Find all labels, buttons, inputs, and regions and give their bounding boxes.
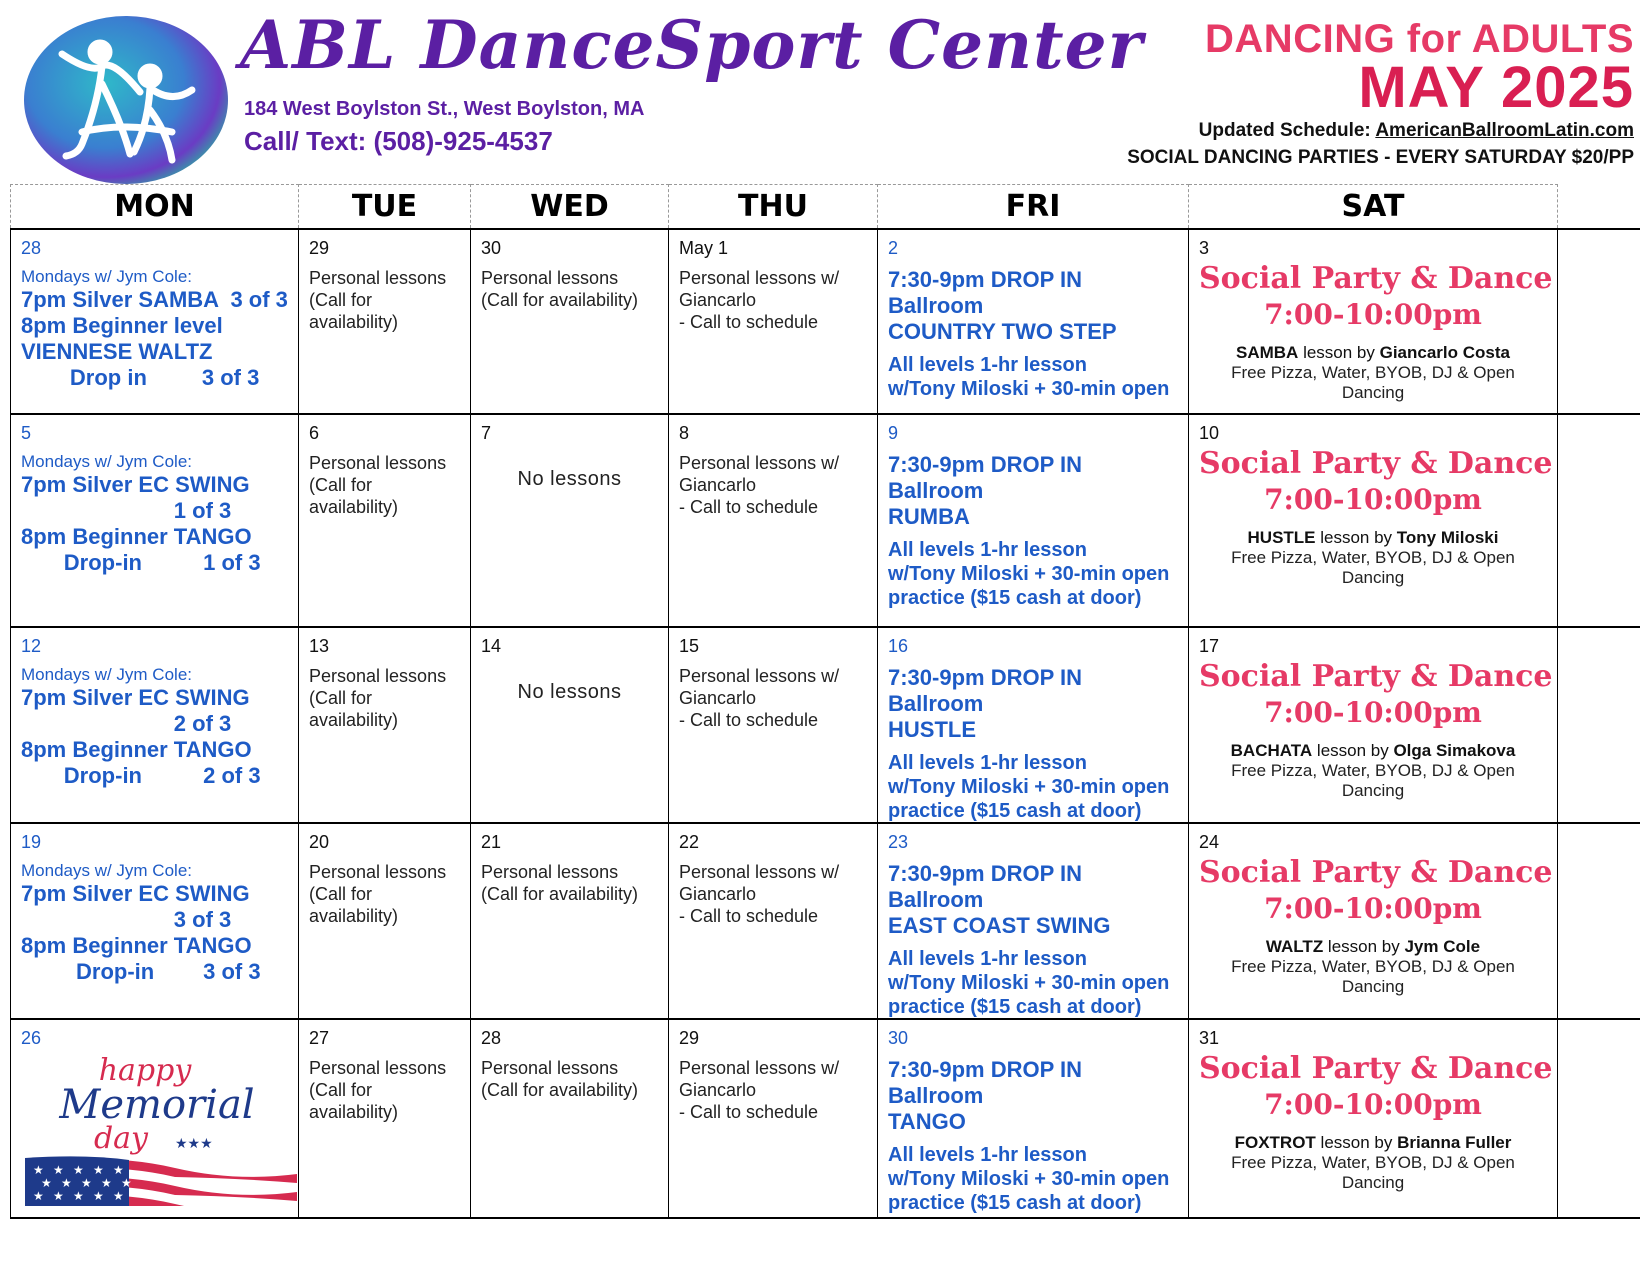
- personal-lessons-text: Personal lessons w/: [679, 1058, 840, 1078]
- calendar-day-cell: [1189, 415, 1558, 626]
- updated-label: Updated Schedule:: [1198, 120, 1376, 141]
- personal-lessons-text: Personal lessons: [481, 862, 619, 882]
- party-lesson: [1199, 741, 1547, 761]
- dropin-detail-line: practice ($15 cash at door): [888, 996, 1142, 1018]
- personal-lessons-text: Personal lessons w/: [679, 666, 840, 686]
- personal-lessons-text: Personal lessons: [309, 862, 447, 882]
- dropin-heading: TANGO: [888, 1109, 966, 1134]
- calendar-day-cell: [471, 415, 669, 626]
- class-line: Drop-in 1 of 3: [21, 550, 261, 575]
- svg-text:★: ★: [41, 1176, 52, 1190]
- day-number: 29: [679, 1028, 700, 1048]
- class-line: Drop in 3 of 3: [21, 365, 260, 390]
- lesson-dance: SAMBA: [1236, 343, 1299, 362]
- class-intro: Mondays w/ Jym Cole:: [21, 452, 192, 471]
- class-line: 8pm Beginner TANGO: [21, 933, 252, 958]
- lesson-by-text: lesson by: [1315, 528, 1397, 547]
- social-party-title: Social Party & Dance: [1199, 261, 1553, 296]
- calendar-week: [10, 413, 1640, 626]
- svg-text:★: ★: [73, 1163, 84, 1177]
- calendar-day-cell: [471, 230, 669, 413]
- party-lesson: [1199, 1133, 1547, 1153]
- calendar-day-cell: [299, 415, 471, 626]
- day-number: 12: [21, 636, 42, 656]
- svg-text:★: ★: [53, 1163, 64, 1177]
- personal-lessons-text: - Call to schedule: [679, 497, 819, 517]
- dropin-details: [888, 1143, 1178, 1215]
- calendar-day-cell: [471, 628, 669, 822]
- class-line: 7pm Silver EC SWING: [21, 685, 250, 710]
- social-party-time: 7:00-10:00pm: [1264, 696, 1482, 729]
- memorial-text: Memorial: [59, 1082, 255, 1128]
- svg-text:★: ★: [73, 1189, 84, 1203]
- dropin-detail-line: practice ($15 cash at door): [888, 587, 1142, 609]
- personal-lessons-text: Personal lessons w/: [679, 453, 840, 473]
- social-party-time: 7:00-10:00pm: [1264, 1088, 1482, 1121]
- personal-lessons-text: Personal lessons: [309, 666, 447, 686]
- calendar-day-cell: [1189, 230, 1558, 413]
- class-line: Drop-in 3 of 3: [21, 959, 261, 984]
- day-number: 16: [888, 636, 909, 656]
- social-parties-note: SOCIAL DANCING PARTIES - EVERY SATURDAY $20/PP: [1127, 147, 1634, 168]
- party-lesson: [1199, 528, 1547, 548]
- class-line: 8pm Beginner TANGO: [21, 737, 252, 762]
- personal-lessons-text: - Call to schedule: [679, 710, 819, 730]
- calendar-day-cell: [471, 824, 669, 1018]
- lesson-dance: BACHATA: [1230, 741, 1313, 760]
- dropin-detail-line: All levels 1-hr lesson: [888, 539, 1087, 561]
- social-party-title: Social Party & Dance: [1199, 1051, 1553, 1086]
- day-of-week-tue: TUE: [299, 184, 471, 228]
- calendar-day-cell: [299, 230, 471, 413]
- day-number: 22: [679, 832, 700, 852]
- dropin-details: [888, 947, 1178, 1018]
- day-number: 28: [481, 1028, 502, 1048]
- class-line: 8pm Beginner TANGO: [21, 524, 252, 549]
- social-party-title: Social Party & Dance: [1199, 446, 1553, 481]
- dropin-detail-line: All levels 1-hr lesson: [888, 1144, 1087, 1166]
- day-of-week-sat: SAT: [1189, 184, 1558, 228]
- party-amenities: Free Pizza, Water, BYOB, DJ & Open Dancing: [1231, 1153, 1515, 1192]
- day-number: 29: [309, 238, 330, 258]
- dropin-detail-line: w/Tony Miloski + 30-min open: [888, 776, 1170, 798]
- calendar-day-cell: [669, 1020, 878, 1217]
- calendar-week: [10, 626, 1640, 822]
- calendar-day-cell: [299, 824, 471, 1018]
- calendar-day-cell: [299, 628, 471, 822]
- calendar-day-cell: [10, 628, 299, 822]
- memorial-text: happy: [98, 1056, 192, 1088]
- svg-text:★: ★: [33, 1189, 44, 1203]
- dropin-heading: 7:30-9pm DROP IN Ballroom: [888, 267, 1082, 318]
- class-intro: Mondays w/ Jym Cole:: [21, 665, 192, 684]
- social-party-time: 7:00-10:00pm: [1264, 298, 1482, 331]
- day-of-week-fri: FRI: [878, 184, 1189, 228]
- day-number: 7: [481, 423, 492, 443]
- personal-lessons-text: (Call for availability): [309, 475, 399, 517]
- day-number: 31: [1199, 1028, 1220, 1048]
- svg-text:★: ★: [81, 1176, 92, 1190]
- calendar-day-cell: [10, 415, 299, 626]
- dancers-logo-icon: [22, 14, 230, 186]
- class-line: 1 of 3: [21, 498, 232, 523]
- day-number: 27: [309, 1028, 330, 1048]
- dropin-details: [888, 353, 1178, 401]
- personal-lessons-text: - Call to schedule: [679, 312, 819, 332]
- class-intro: Mondays w/ Jym Cole:: [21, 267, 192, 286]
- personal-lessons-text: (Call for availability): [309, 1080, 399, 1122]
- dropin-heading: 7:30-9pm DROP IN Ballroom: [888, 452, 1082, 503]
- party-amenities: Free Pizza, Water, BYOB, DJ & Open Dancing: [1231, 761, 1515, 800]
- dropin-details: [888, 538, 1178, 610]
- svg-text:★: ★: [61, 1176, 72, 1190]
- brand-phone: Call/ Text: (508)-925-4537: [244, 126, 553, 156]
- social-party-title: Social Party & Dance: [1199, 855, 1553, 890]
- day-number: 8: [679, 423, 690, 443]
- class-line: 7pm Silver SAMBA 3 of 3: [21, 287, 288, 312]
- class-line: 3 of 3: [21, 907, 232, 932]
- day-number: 15: [679, 636, 700, 656]
- website-link[interactable]: AmericanBallroomLatin.com: [1375, 120, 1634, 141]
- svg-text:★: ★: [101, 1176, 112, 1190]
- day-number: 13: [309, 636, 330, 656]
- day-number: 2: [888, 238, 899, 258]
- personal-lessons-text: Personal lessons: [481, 268, 619, 288]
- day-of-week-row: [10, 184, 1640, 228]
- class-line: VIENNESE WALTZ: [21, 339, 213, 364]
- calendar-day-cell: [10, 1020, 299, 1217]
- dropin-heading: 7:30-9pm DROP IN Ballroom: [888, 861, 1082, 912]
- calendar-day-cell: [669, 628, 878, 822]
- class-line: 7pm Silver EC SWING: [21, 472, 250, 497]
- day-number: 5: [21, 423, 32, 443]
- svg-text:★: ★: [113, 1163, 124, 1177]
- dropin-heading: RUMBA: [888, 504, 970, 529]
- memorial-day-flag-icon: [25, 1056, 297, 1206]
- svg-text:★: ★: [93, 1163, 104, 1177]
- day-number: 3: [1199, 238, 1210, 258]
- day-number: 6: [309, 423, 320, 443]
- header-subtitle: DANCING for ADULTS: [1205, 17, 1634, 61]
- personal-lessons-text: Giancarlo: [679, 688, 757, 708]
- day-number: 19: [21, 832, 42, 852]
- calendar-day-cell: [1189, 628, 1558, 822]
- day-number: 24: [1199, 832, 1220, 852]
- party-lesson: [1199, 343, 1547, 363]
- dropin-detail-line: All levels 1-hr lesson: [888, 948, 1087, 970]
- class-intro: Mondays w/ Jym Cole:: [21, 861, 192, 880]
- personal-lessons-text: Personal lessons w/: [679, 268, 840, 288]
- party-amenities: Free Pizza, Water, BYOB, DJ & Open Dancing: [1231, 363, 1515, 402]
- day-number: 21: [481, 832, 502, 852]
- calendar-day-cell: [299, 1020, 471, 1217]
- lesson-teacher: Brianna Fuller: [1397, 1133, 1512, 1152]
- personal-lessons-text: (Call for availability): [309, 884, 399, 926]
- day-number: 28: [21, 238, 42, 258]
- lesson-teacher: Jym Cole: [1404, 937, 1481, 956]
- day-of-week-mon: MON: [10, 184, 299, 228]
- memorial-text: day: [93, 1121, 149, 1156]
- personal-lessons-text: Giancarlo: [679, 884, 757, 904]
- svg-text:★: ★: [93, 1189, 104, 1203]
- calendar: [10, 184, 1640, 1219]
- personal-lessons-text: Personal lessons: [309, 268, 447, 288]
- header-month: MAY 2025: [1358, 55, 1634, 120]
- dropin-detail-line: w/Tony Miloski + 30-min open: [888, 563, 1170, 585]
- day-number: 30: [481, 238, 502, 258]
- calendar-day-cell: [878, 230, 1189, 413]
- calendar-day-cell: [1189, 824, 1558, 1018]
- social-party-title: Social Party & Dance: [1199, 659, 1553, 694]
- day-number: 20: [309, 832, 330, 852]
- brand-title: ABL DanceSport Center: [240, 6, 1144, 84]
- lesson-by-text: lesson by: [1323, 937, 1405, 956]
- day-of-week-thu: THU: [669, 184, 878, 228]
- lesson-teacher: Olga Simakova: [1393, 741, 1516, 760]
- dropin-details: [888, 751, 1178, 822]
- svg-text:★: ★: [33, 1163, 44, 1177]
- personal-lessons-text: Personal lessons: [309, 1058, 447, 1078]
- personal-lessons-text: Personal lessons: [481, 1058, 619, 1078]
- social-party-time: 7:00-10:00pm: [1264, 483, 1482, 516]
- class-line: 7pm Silver EC SWING: [21, 881, 250, 906]
- day-number: 23: [888, 832, 909, 852]
- svg-text:★: ★: [53, 1189, 64, 1203]
- lesson-dance: WALTZ: [1265, 937, 1324, 956]
- dropin-detail-line: w/Tony Miloski + 30-min open: [888, 1168, 1170, 1190]
- calendar-day-cell: [878, 824, 1189, 1018]
- personal-lessons-text: Giancarlo: [679, 475, 757, 495]
- personal-lessons-text: Personal lessons: [309, 453, 447, 473]
- party-amenities: Free Pizza, Water, BYOB, DJ & Open Dancing: [1231, 957, 1515, 996]
- stars-icon: ★★★: [175, 1135, 213, 1151]
- svg-text:★: ★: [121, 1176, 132, 1190]
- dropin-heading: 7:30-9pm DROP IN Ballroom: [888, 1057, 1082, 1108]
- class-line: 2 of 3: [21, 711, 232, 736]
- calendar-day-cell: [878, 415, 1189, 626]
- calendar-week: [10, 1018, 1640, 1219]
- day-number: 26: [21, 1028, 42, 1048]
- day-number: May 1: [679, 238, 729, 258]
- personal-lessons-text: (Call for availability): [309, 688, 399, 730]
- personal-lessons-text: Personal lessons w/: [679, 862, 840, 882]
- calendar-day-cell: [669, 230, 878, 413]
- header-title-block: [1205, 17, 1634, 120]
- party-lesson: [1199, 937, 1547, 957]
- no-lessons-text: No lessons: [517, 468, 622, 490]
- calendar-day-cell: [669, 824, 878, 1018]
- social-party-time: 7:00-10:00pm: [1264, 892, 1482, 925]
- svg-text:★: ★: [113, 1189, 124, 1203]
- calendar-week: [10, 228, 1640, 413]
- personal-lessons-text: (Call for availability): [481, 884, 639, 904]
- personal-lessons-text: (Call for availability): [309, 290, 399, 332]
- dropin-detail-line: practice ($15 cash at door): [888, 1192, 1142, 1214]
- lesson-teacher: Giancarlo Costa: [1379, 343, 1510, 362]
- calendar-day-cell: [471, 1020, 669, 1217]
- calendar-day-cell: [878, 628, 1189, 822]
- class-line: Drop-in 2 of 3: [21, 763, 261, 788]
- dropin-heading: HUSTLE: [888, 717, 976, 742]
- lesson-by-text: lesson by: [1312, 741, 1394, 760]
- calendar-day-cell: [10, 824, 299, 1018]
- dropin-heading: 7:30-9pm DROP IN Ballroom: [888, 665, 1082, 716]
- calendar-week: [10, 822, 1640, 1018]
- dropin-heading: COUNTRY TWO STEP: [888, 319, 1117, 344]
- personal-lessons-text: - Call to schedule: [679, 906, 819, 926]
- personal-lessons-text: (Call for availability): [481, 1080, 639, 1100]
- dropin-detail-line: w/Tony Miloski + 30-min open: [888, 972, 1170, 994]
- calendar-day-cell: [1189, 1020, 1558, 1217]
- dropin-detail-line: w/Tony Miloski + 30-min open: [888, 378, 1170, 400]
- party-amenities: Free Pizza, Water, BYOB, DJ & Open Dancing: [1231, 548, 1515, 587]
- day-number: 14: [481, 636, 502, 656]
- lesson-dance: FOXTROT: [1234, 1133, 1316, 1152]
- day-number: 10: [1199, 423, 1220, 443]
- lesson-by-text: lesson by: [1315, 1133, 1398, 1152]
- day-number: 17: [1199, 636, 1220, 656]
- updated-schedule: [1199, 120, 1634, 142]
- personal-lessons-text: (Call for availability): [481, 290, 639, 310]
- day-number: 9: [888, 423, 899, 443]
- day-number: 30: [888, 1028, 909, 1048]
- lesson-dance: HUSTLE: [1247, 528, 1316, 547]
- day-of-week-wed: WED: [471, 184, 669, 228]
- lesson-by-text: lesson by: [1298, 343, 1380, 362]
- no-lessons-text: No lessons: [517, 681, 622, 703]
- dropin-detail-line: All levels 1-hr lesson: [888, 752, 1087, 774]
- personal-lessons-text: Giancarlo: [679, 1080, 757, 1100]
- dropin-detail-line: practice ($15 cash at door): [888, 800, 1142, 822]
- calendar-day-cell: [10, 230, 299, 413]
- calendar-day-cell: [878, 1020, 1189, 1217]
- calendar-day-cell: [669, 415, 878, 626]
- personal-lessons-text: Giancarlo: [679, 290, 757, 310]
- personal-lessons-text: - Call to schedule: [679, 1102, 819, 1122]
- class-line: 8pm Beginner level: [21, 313, 223, 338]
- dropin-detail-line: All levels 1-hr lesson: [888, 354, 1087, 376]
- lesson-teacher: Tony Miloski: [1396, 528, 1499, 547]
- brand-address: 184 West Boylston St., West Boylston, MA: [244, 98, 645, 120]
- dropin-heading: EAST COAST SWING: [888, 913, 1111, 938]
